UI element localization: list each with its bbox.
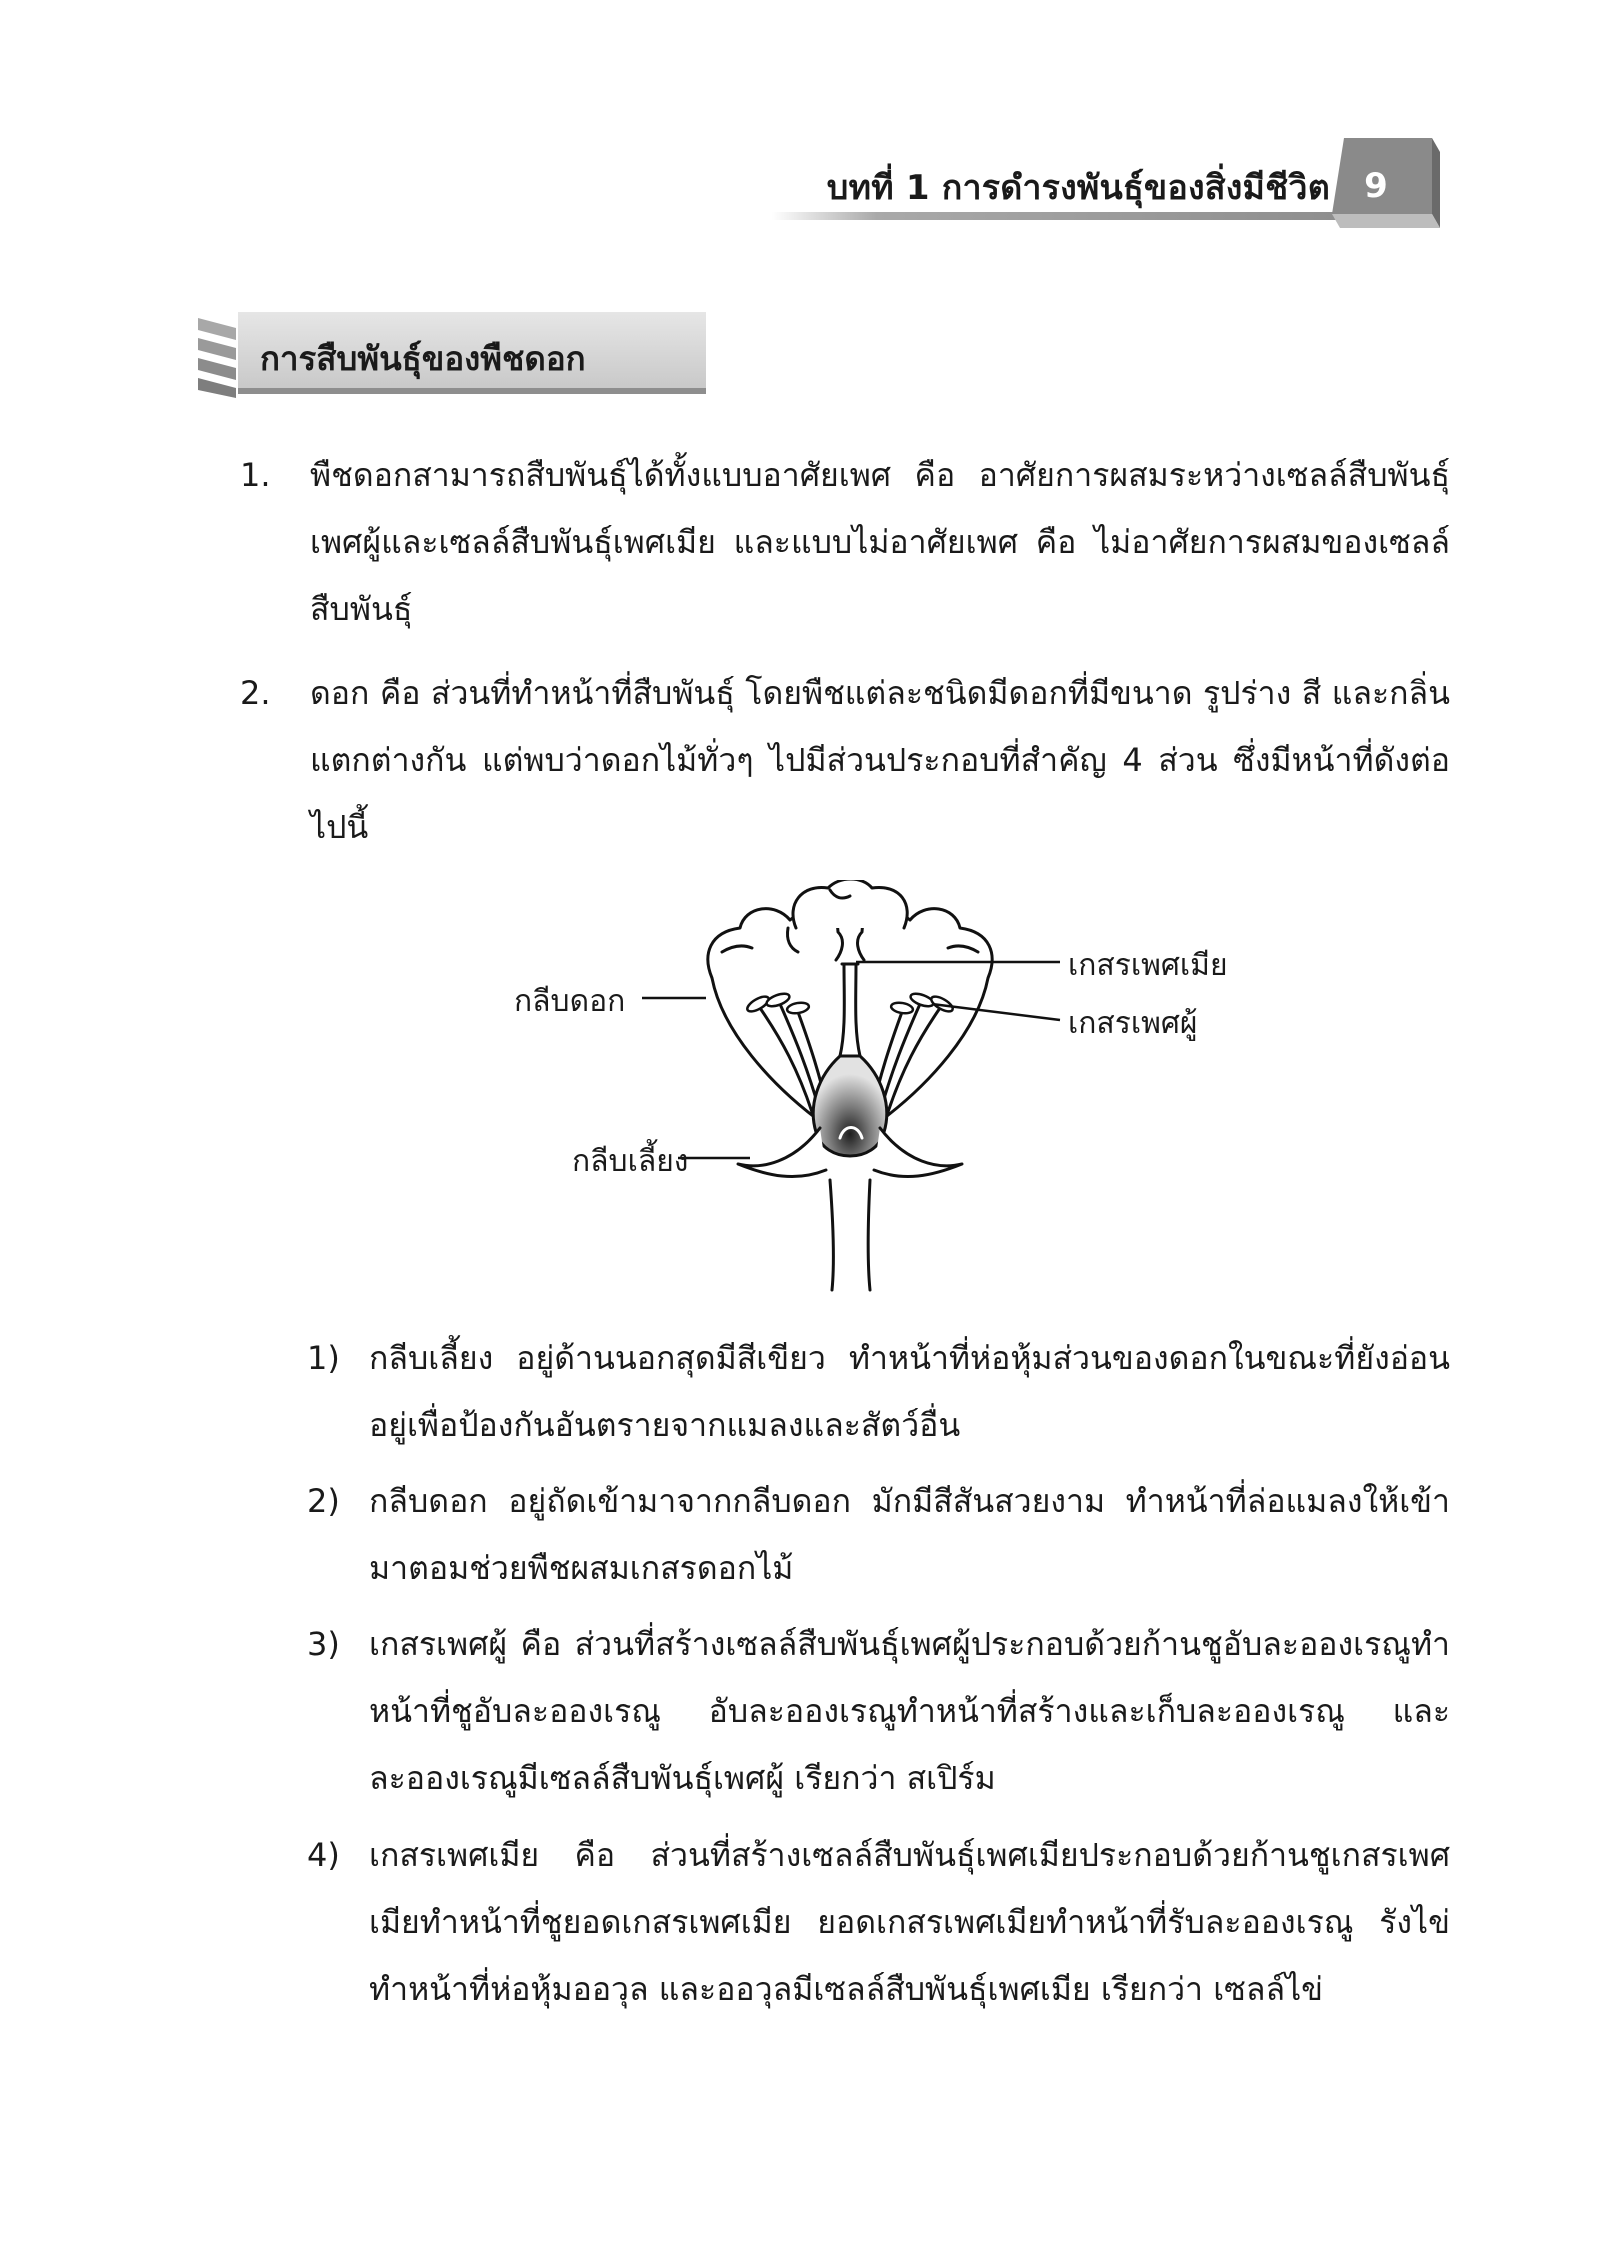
label-sepal: กลีบเลี้ยง xyxy=(572,1144,689,1179)
list-number: 1. xyxy=(240,456,271,494)
page-number: 9 xyxy=(1364,166,1388,206)
running-header xyxy=(760,128,1440,228)
list-number: 3) xyxy=(307,1625,340,1663)
label-petal: กลีบดอก xyxy=(514,984,626,1019)
list-number: 2) xyxy=(307,1482,340,1520)
list-text: พืชดอกสามารถสืบพันธุ์ได้ทั้งแบบอาศัยเพศ คือ อาศัยการผสมระหว่างเซลล์สืบพันธุ์เพศผู้และเซลล์สืบพันธุ์เพศเมีย และแบบไม่อาศัยเพศ คือ ไม่อาศัยการผสมของเซลล์สืบพันธุ์ xyxy=(310,456,1450,628)
list-number: 2. xyxy=(240,674,271,712)
list-number: 1) xyxy=(307,1339,340,1377)
list-text: กลีบดอก อยู่ถัดเข้ามาจากกลีบดอก มักมีสีสันสวยงาม ทำหน้าที่ล่อแมลงให้เข้ามาตอมช่วยพืชผสมเกสรดอกไม้ xyxy=(369,1482,1450,1587)
list-text: เกสรเพศเมีย คือ ส่วนที่สร้างเซลล์สืบพันธุ์เพศเมียประกอบด้วยก้านชูเกสรเพศเมียทำหน้าที่ชูยอดเกสรเพศเมีย ยอดเกสรเพศเมียทำหน้าที่รับละอองเรณู รังไข่ทำหน้าที่ห่อหุ้มออวุล และออวุลมีเซลล์สืบพันธุ์เพศเมีย เรียกว่า เซลล์ไข่ xyxy=(369,1836,1450,2008)
chapter-title: บทที่ 1 การดำรงพันธุ์ของสิ่งมีชีวิต xyxy=(826,168,1330,208)
list-text: ดอก คือ ส่วนที่ทำหน้าที่สืบพันธุ์ โดยพืชแต่ละชนิดมีดอกที่มีขนาด รูปร่าง สี และกลิ่นแตกต่างกัน แต่พบว่าดอกไม้ทั่วๆ ไปมีส่วนประกอบที่สำคัญ 4 ส่วน ซึ่งมีหน้าที่ดังต่อไปนี้ xyxy=(310,674,1450,846)
header-rule xyxy=(772,212,1354,220)
label-pistil: เกสรเพศเมีย xyxy=(1068,948,1228,983)
list-text: กลีบเลี้ยง อยู่ด้านนอกสุดมีสีเขียว ทำหน้าที่ห่อหุ้มส่วนของดอกในขณะที่ยังอ่อนอยู่เพื่อป้องกันอันตรายจากแมลงและสัตว์อื่น xyxy=(369,1339,1450,1444)
page-number-tab xyxy=(1332,138,1440,228)
list-text: เกสรเพศผู้ คือ ส่วนที่สร้างเซลล์สืบพันธุ์เพศผู้ประกอบด้วยก้านชูอับละอองเรณูทำหน้าที่ชูอับละอองเรณู อับละอองเรณูทำหน้าที่สร้างและเก็บละอองเรณู และละอองเรณูมีเซลล์สืบพันธุ์เพศผู้ เรียกว่า สเปิร์ม xyxy=(369,1625,1450,1797)
label-stamen: เกสรเพศผู้ xyxy=(1068,1006,1198,1041)
flower-diagram xyxy=(490,880,1250,1300)
section-heading xyxy=(198,300,708,408)
list-number: 4) xyxy=(307,1836,340,1874)
section-title: การสืบพันธุ์ของพืชดอก xyxy=(260,339,586,378)
